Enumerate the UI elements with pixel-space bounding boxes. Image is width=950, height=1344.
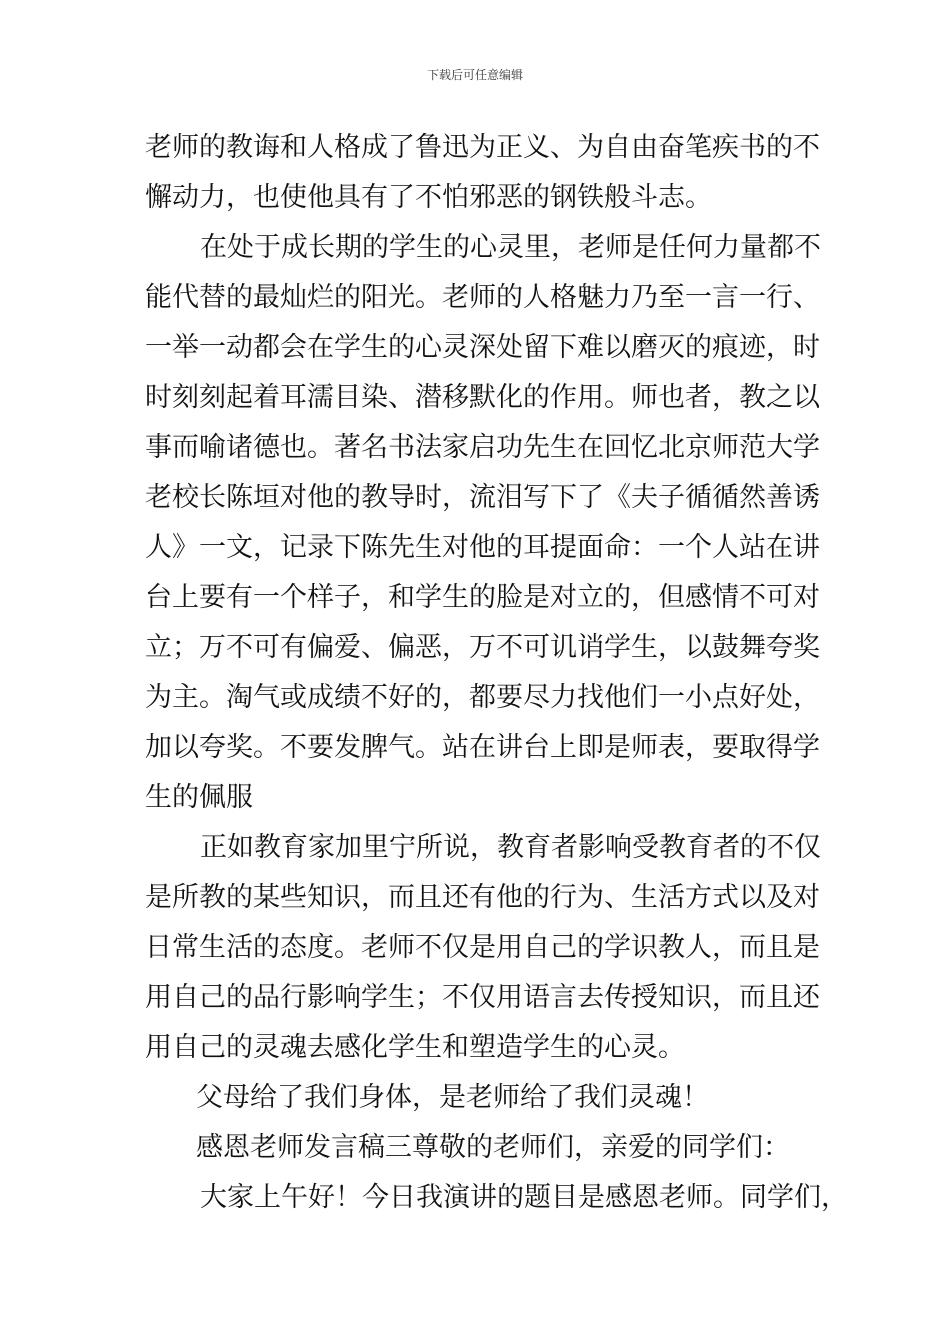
text-line: 能代替的最灿烂的阳光。老师的人格魅力乃至一言一行、 xyxy=(145,282,820,313)
text-line: 一举一动都会在学生的心灵深处留下难以磨灭的痕迹，时 xyxy=(145,332,820,363)
text-line: 正如教育家加里宁所说，教育者影响受教育者的不仅 xyxy=(200,832,821,863)
text-line: 大家上午好！今日我演讲的题目是感恩老师。同学们， xyxy=(200,1182,848,1213)
text-line: 生的佩服 xyxy=(145,782,253,813)
text-line: 老师的教诲和人格成了鲁迅为正义、为自由奋笔疾书的不 xyxy=(145,132,820,163)
text-line: 父母给了我们身体，是老师给了我们灵魂！ xyxy=(196,1082,709,1113)
text-line: 用自己的灵魂去感化学生和塑造学生的心灵。 xyxy=(145,1032,685,1063)
text-line: 日常生活的态度。老师不仅是用自己的学识教人，而且是 xyxy=(145,932,820,963)
page-header: 下载后可任意编辑 xyxy=(426,68,523,82)
text-line: 用自己的品行影响学生；不仅用语言去传授知识，而且还 xyxy=(145,982,820,1013)
text-line: 感恩老师发言稿三尊敬的老师们，亲爱的同学们： xyxy=(196,1132,790,1163)
text-line: 事而喻诸德也。著名书法家启功先生在回忆北京师范大学 xyxy=(145,432,820,463)
text-line: 老校长陈垣对他的教导时，流泪写下了《夫子循循然善诱 xyxy=(145,482,820,513)
text-line: 在处于成长期的学生的心灵里，老师是任何力量都不 xyxy=(200,232,821,263)
text-line: 立；万不可有偏爱、偏恶，万不可讥诮学生，以鼓舞夸奖 xyxy=(145,632,820,663)
text-line: 懈动力，也使他具有了不怕邪恶的钢铁般斗志。 xyxy=(145,182,712,213)
text-line: 时刻刻起着耳濡目染、潜移默化的作用。师也者，教之以 xyxy=(145,382,820,413)
text-line: 为主。淘气或成绩不好的，都要尽力找他们一小点好处， xyxy=(145,682,820,713)
text-line: 加以夸奖。不要发脾气。站在讲台上即是师表，要取得学 xyxy=(145,732,820,763)
text-line: 台上要有一个样子，和学生的脸是对立的，但感情不可对 xyxy=(145,582,820,613)
text-line: 人》一文，记录下陈先生对他的耳提面命：一个人站在讲 xyxy=(145,532,820,563)
text-line: 是所教的某些知识，而且还有他的行为、生活方式以及对 xyxy=(145,882,820,913)
